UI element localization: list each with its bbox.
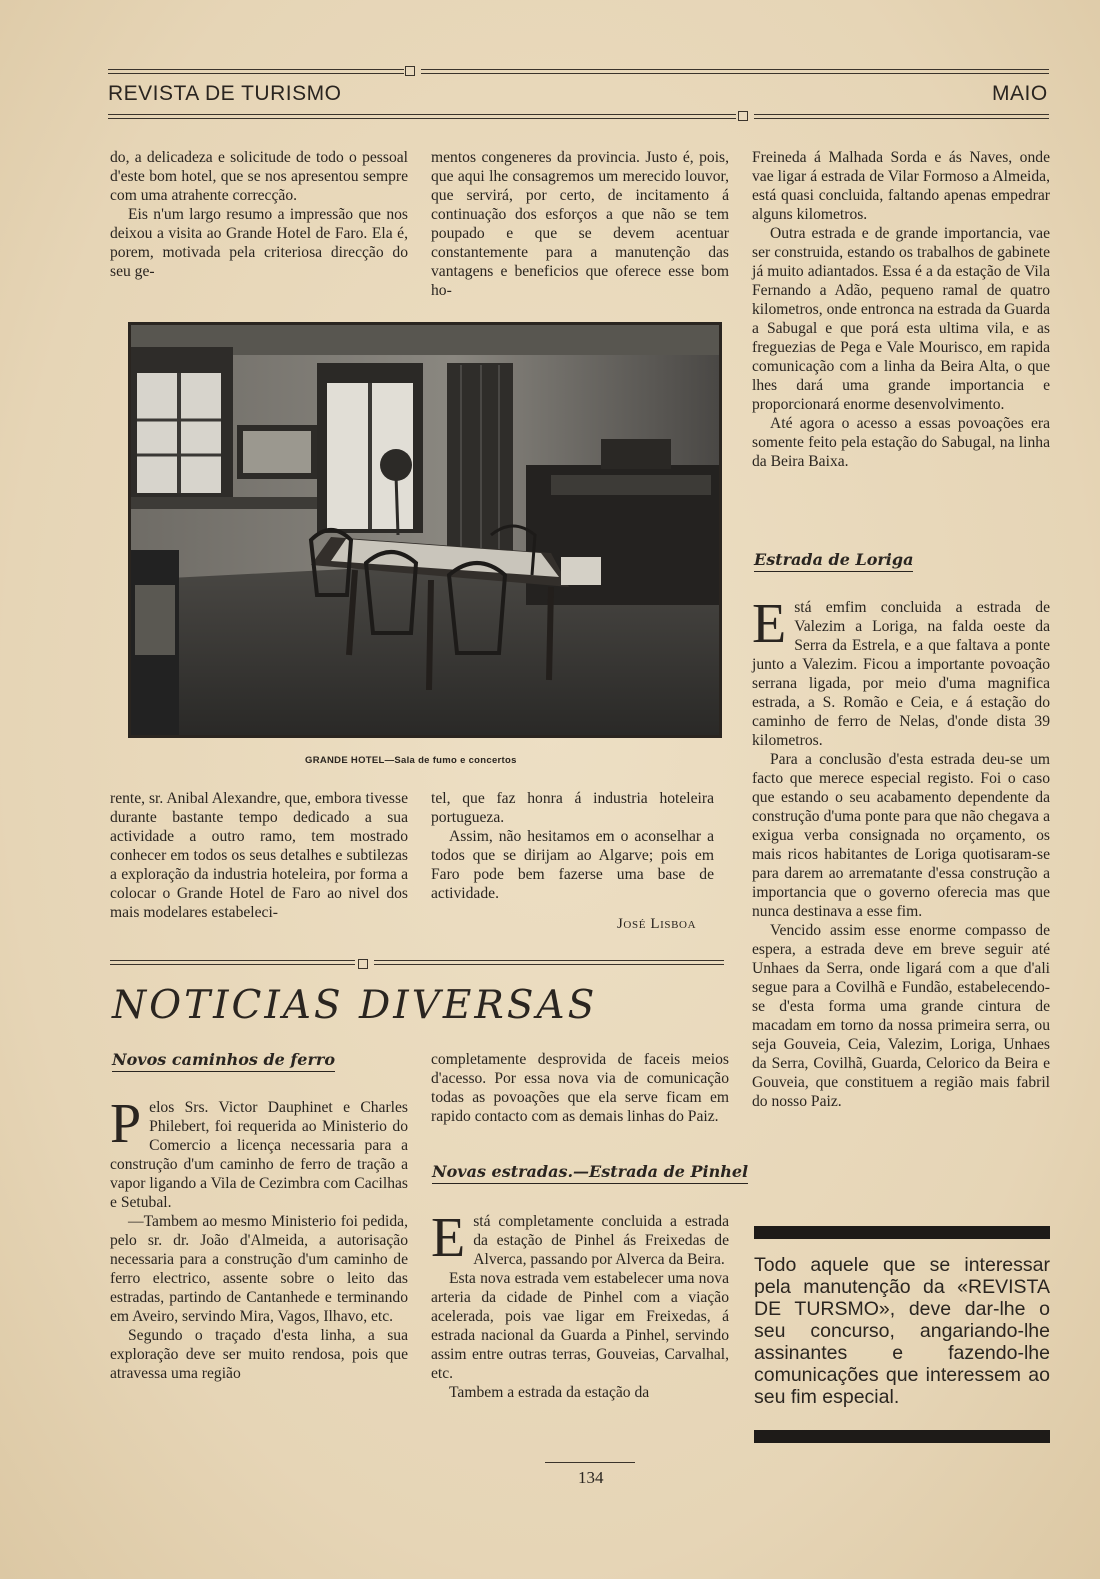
ornament bbox=[405, 66, 415, 76]
photo-caption: GRANDE HOTEL—Sala de fumo e concertos bbox=[305, 755, 517, 766]
article-novas-estradas bbox=[431, 1207, 729, 1402]
paragraph: Para a conclusão d'esta estrada deu-se um facto que merece especial registo. Foi o caso que estando o seu acabamento dependente da construção d'uma ponte para que não chegava a exigua verba consignada no orçamento, os mais ricos habitantes de Loriga quotisaram-se para darem ao arrematante d'essa construção a importancia que o governo oferecia mas que nunca destinava a esse fim. bbox=[752, 751, 1050, 920]
paragraph: Esta nova estrada vem estabelecer uma nova arteria da cidade de Pinhel com a viação acelerada, pois vae ligar em Freixedas, á estrada nacional da Guarda a Pinhel, servindo assim entre outras terras, Gouveias, Carvalhal, etc. bbox=[431, 1270, 729, 1382]
drop-cap: E bbox=[752, 593, 787, 655]
ornament bbox=[358, 959, 368, 969]
article-column-2-top bbox=[431, 148, 729, 300]
paragraph: —Tambem ao mesmo Ministerio foi pedida, pelo sr. dr. João d'Almeida, a autorisação necessaria para a construção d'um caminho de ferro electrico, assente sobre o leito das estradas, partindo de Cantanhede e terminando em Aveiro, servindo Mira, Vagos, Ilhavo, etc. bbox=[110, 1213, 408, 1325]
section-divider-left bbox=[110, 960, 355, 965]
article-column-2-continued bbox=[431, 789, 714, 903]
drop-cap: P bbox=[110, 1093, 142, 1155]
footer-rule bbox=[545, 1462, 635, 1463]
paragraph: Freineda á Malhada Sorda e ás Naves, onde vae ligar á estrada de Vilar Formoso a Almeida, está quasi concluida, faltando apenas empedrar alguns kilometros. bbox=[752, 149, 1050, 223]
subsection-title: Novos caminhos de ferro bbox=[112, 1050, 335, 1072]
header-rule-top-right bbox=[421, 69, 1049, 70]
article-novos-caminhos bbox=[110, 1093, 408, 1383]
article-column-2-lower bbox=[431, 1050, 729, 1126]
paragraph: Eis n'um largo resumo a impressão que nos deixou a visita ao Grande Hotel de Faro. Ela é, porem, motivada pela criteriosa direcção do seu ge- bbox=[110, 206, 408, 280]
header-rule-bottom-left-2 bbox=[108, 118, 736, 119]
paragraph bbox=[431, 1207, 729, 1269]
hotel-photo bbox=[128, 322, 722, 738]
article-column-1-top bbox=[110, 148, 408, 281]
paragraph bbox=[752, 593, 1050, 750]
header-rule-top-left bbox=[108, 69, 404, 70]
section-title: NOTICIAS DIVERSAS bbox=[112, 983, 598, 1028]
paragraph: tel, que faz honra á industria hoteleira portugueza. bbox=[431, 790, 714, 826]
paragraph: Outra estrada e de grande importancia, vae ser construida, estando os trabalhos de gabinete já muito adiantados. Essa é a da estação de Vila Fernando a Adão, pequeno ramal de quatro kilometros, onde entronca na estrada da Guarda a Sabugal e que porá esta ultima vila, e as freguezias de Pega e Vale Mourisco, em rapida comunicação com a linha da Beira Alta, o que lhes dará uma grande importancia e proporcionará enorme desenvolvimento. bbox=[752, 225, 1050, 413]
header-rule-top-right-2 bbox=[421, 73, 1049, 74]
ornament bbox=[738, 111, 748, 121]
paragraph: completamente desprovida de faceis meios d'acesso. Por essa nova via de comunicação todas as povoações que ela serve ficam em rapido contacto com as demais linhas do Paiz. bbox=[431, 1051, 729, 1125]
header-rule-bottom-right-2 bbox=[754, 118, 1049, 119]
author-signature: José Lisboa bbox=[617, 916, 697, 932]
header-rule-bottom-right bbox=[754, 114, 1049, 115]
paragraph: Até agora o acesso a essas povoações era somente feito pela estação do Sabugal, na linha da Beira Baixa. bbox=[752, 415, 1050, 470]
magazine-title: REVISTA DE TURISMO bbox=[108, 82, 342, 105]
notice-bar-top bbox=[754, 1226, 1050, 1239]
article-column-1-continued bbox=[110, 789, 408, 922]
header-rule-bottom-left bbox=[108, 114, 736, 115]
paragraph: rente, sr. Anibal Alexandre, que, embora tivesse durante bastante tempo dedicado a sua actividade a outro ramo, tem mostrado conhecer em todos os seus detalhes e subtilezas a exploração da industria hoteleira, por forma a colocar o Grande Hotel de Faro ao nivel dos mais modelares estabeleci- bbox=[110, 790, 408, 921]
paragraph-text: stá emfim concluida a estrada de Valezim a Loriga, na falda oeste da Serra da Estrela, e a que faltava a ponte junto a Valezim. Ficou a importante povoação serrana ligada, por meio d'uma magnifica estrada, a S. Romão e Ceia, e á estação do caminho de ferro de Nelas, d'onde dista 39 kilometros. bbox=[752, 599, 1050, 749]
issue-month: MAIO bbox=[992, 82, 1048, 105]
paragraph: do, a delicadeza e solicitude de todo o pessoal d'este bom hotel, que se nos apresentou sempre com uma atrahente correcção. bbox=[110, 149, 408, 204]
paragraph: Assim, não hesitamos em o aconselhar a todos que se dirijam ao Algarve; pois em Faro pode bem fazerse uma base de actividade. bbox=[431, 828, 714, 902]
header-rule-top-left-2 bbox=[108, 73, 404, 74]
paragraph bbox=[110, 1093, 408, 1212]
article-estrada-loriga bbox=[752, 593, 1050, 1111]
paragraph: Tambem a estrada da estação da bbox=[449, 1384, 650, 1401]
notice-bar-bottom bbox=[754, 1430, 1050, 1443]
hotel-room-image bbox=[131, 325, 719, 735]
page-number: 134 bbox=[578, 1468, 604, 1487]
paragraph-text: elos Srs. Victor Dauphinet e Charles Philebert, foi requerida ao Ministerio do Comercio a licença necessaria para a construção d'um caminho de ferro de tração a vapor ligando a Vila de Cezimbra com Cacilhas e Setubal. bbox=[110, 1099, 408, 1211]
paragraph: mentos congeneres da provincia. Justo é, pois, que aqui lhe consagremos um merecido louvor, que servirá, por certo, de incitamento á continuação dos esforços a que não se tem poupado e que se devem acentuar constantemente para a manutenção das vantagens e beneficios que oferece esse bom ho- bbox=[431, 149, 729, 299]
section-divider-right bbox=[374, 960, 724, 965]
drop-cap: E bbox=[431, 1207, 466, 1269]
subscription-notice: Todo aquele que se interessar pela manutenção da «REVISTA DE TURSMO», deve dar-lhe o seu concurso, angariando-lhe assinantes e fazendo-lhe comunicações que interessem ao seu fim especial. bbox=[754, 1254, 1050, 1408]
subsection-title: Novas estradas.—Estrada de Pinhel bbox=[432, 1162, 748, 1184]
subsection-title: Estrada de Loriga bbox=[754, 550, 913, 572]
article-column-3-top bbox=[752, 148, 1050, 471]
paragraph-text: stá completamente concluida a estrada da estação de Pinhel ás Freixedas de Alverca, passando por Alverca da Beira. bbox=[473, 1213, 729, 1268]
paragraph: Vencido assim esse enorme compasso de espera, a estrada deve em breve seguir até Unhaes da Serra, onde ligará com a que d'ali segue para a Covilhã e Fundão, estabelecendo-se d'esta forma uma grande cintura de macadam em torno da nossa primeira serra, ou seja Gouveia, Ceia, Valezim, Loriga, Unhaes da Serra, Covilhã, Guarda, Celorico da Beira e Gouveia, que constituem a região mais fabril do nosso Paiz. bbox=[752, 922, 1050, 1110]
paragraph: Segundo o traçado d'esta linha, a sua exploração deve ser muito rendosa, pois que atravessa uma região bbox=[110, 1327, 408, 1382]
